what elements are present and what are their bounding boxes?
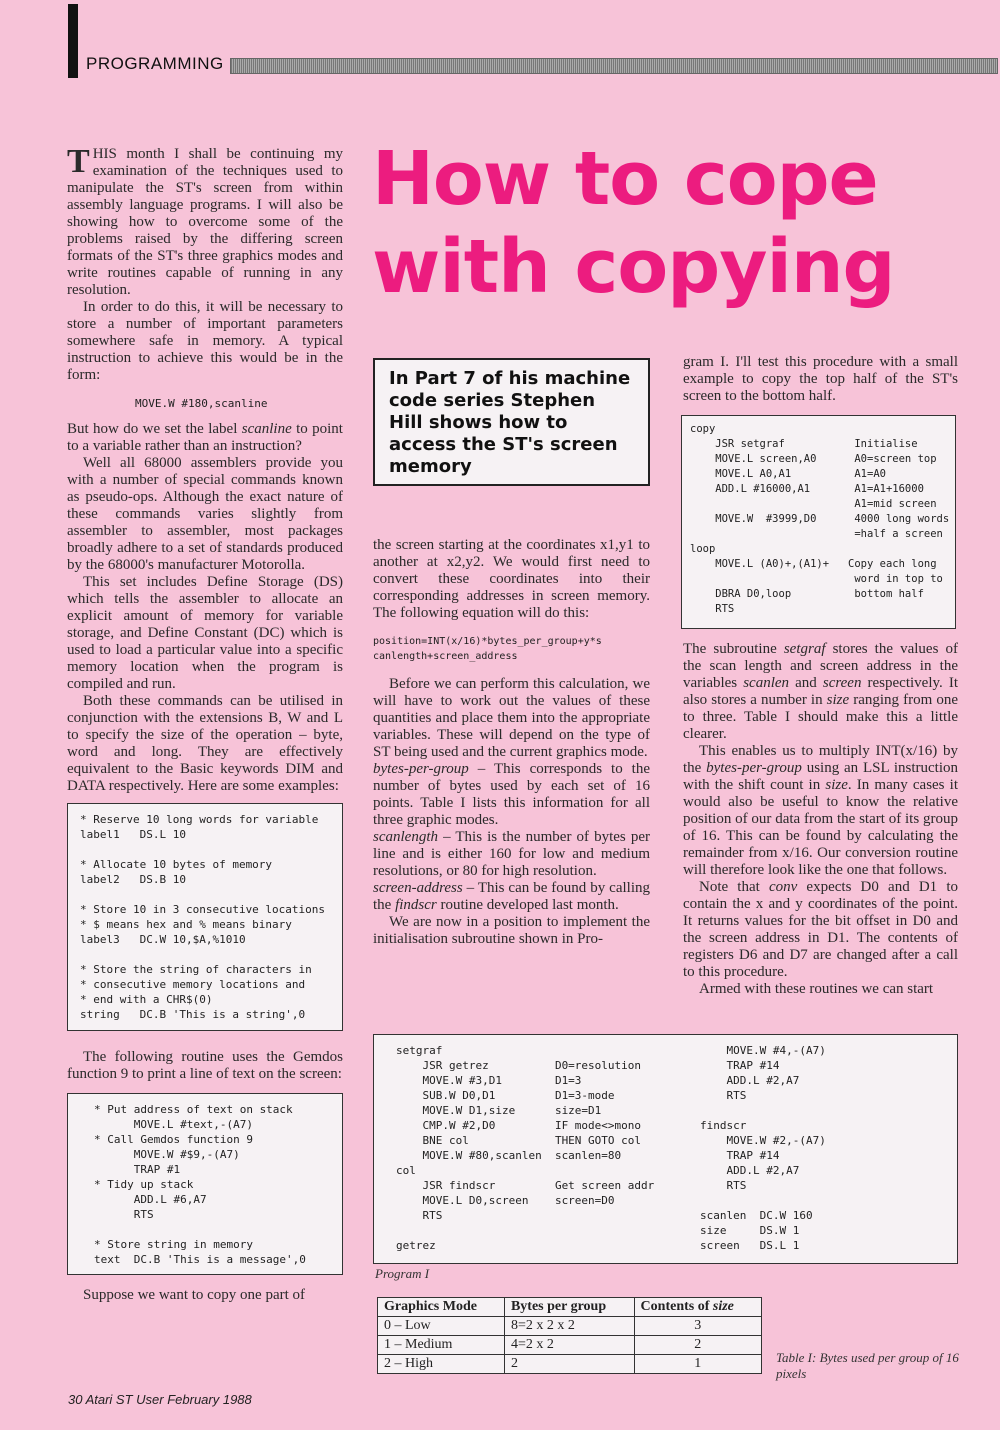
paragraph: The following routine uses the Gemdos function 9 to print a line of text on the screen:: [67, 1049, 343, 1082]
definition-bytes-per-group: bytes-per-group – This corresponds to the number of bytes used by each set of 16 points. Table I lists this information for all three graphic modes.: [373, 761, 650, 828]
table-cell: 1: [634, 1355, 761, 1374]
table-cell: 2: [634, 1336, 761, 1355]
definition-scanlength: scanlength – This is the number of bytes per line and is either 160 for low and medium resolutions, or 80 for high resolution.: [373, 829, 650, 879]
section-header: [68, 52, 998, 78]
table-1-caption: Table I: Bytes used per group of 16 pixels: [776, 1350, 959, 1381]
code-box-pseudo-ops: * Reserve 10 long words for variable label1 DS.L 10 * Allocate 10 bytes of memory label2 DS.B 10 * Store 10 in 3 consecutive locations * $ means hex and % means binary label3 DC.W 10,$A,%1010 * Store the string of characters in * consecutive memory locations and * end with a CHR$(0) string DC.B 'This is a string',0: [67, 803, 343, 1031]
page-footer: 30 Atari ST User February 1988: [68, 1392, 252, 1407]
table-1: [377, 1297, 762, 1374]
column-1: [67, 143, 343, 1304]
paragraph: Suppose we want to copy one part of: [83, 1287, 306, 1303]
table-cell: 0 – Low: [378, 1317, 505, 1336]
code-inline: MOVE.W #180,scanline: [135, 397, 268, 410]
definition-screen-address: screen-address – This can be found by calling the findscr routine developed last month.: [373, 880, 650, 913]
headline-line-2: with copying: [372, 224, 895, 310]
section-label: PROGRAMMING: [86, 54, 224, 73]
table-header-row: [378, 1298, 762, 1317]
headline: [372, 135, 972, 311]
paragraph: This set includes Define Storage (DS) which tells the assembler to allocate an explicit amount of memory for variable storage, and Define Constant (DC) which is used to load a particular value into a specific memory location when the program is compiled and run.: [67, 574, 343, 692]
paragraph: Before we can perform this calculation, we will have to work out the values of these quantities and place them into the appropriate variables. These will depend on the type of ST being used and the current graphics mode.: [373, 676, 650, 760]
code-equation: position=INT(x/16)*bytes_per_group+y*s canlength+screen_address: [373, 636, 602, 662]
code-box-copy: copy JSR setgraf Initialise MOVE.L screen,A0 A0=screen top MOVE.L A0,A1 A1=A0 ADD.L #16000,A1 A1=A1+16000 A1=mid screen MOVE.W #3999,D0 4000 long words =half a screen loop MOVE.L (A0)+,(A1)+ Copy each long word in top to DBRA D0,loop bottom half RTS: [681, 415, 956, 629]
paragraph: the screen starting at the coordinates x1,y1 to another at x2,y2. We would first need to convert these coordinates into their corresponding addresses in screen memory. The following equation will do this:: [373, 537, 650, 621]
column-3: [683, 354, 958, 998]
table-row: [378, 1355, 762, 1374]
paragraph: In order to do this, it will be necessary to store a number of important parameters somewhere safe in memory. A typical instruction to achieve this would be in the form:: [67, 299, 343, 383]
drop-cap: T: [67, 143, 90, 180]
code-box-gemdos: * Put address of text on stack MOVE.L #text,-(A7) * Call Gemdos function 9 MOVE.W #$9,-(A7) TRAP #1 * Tidy up stack ADD.L #6,A7 RTS * Store string in memory text DC.B 'This is a message',0: [67, 1093, 343, 1275]
table-cell: 3: [634, 1317, 761, 1336]
paragraph: But how do we set the label scanline to point to a variable rather than an instruction?: [67, 421, 343, 454]
table-cell: 2: [504, 1355, 634, 1374]
section-rule: [230, 58, 998, 74]
table-header: Bytes per group: [504, 1298, 634, 1317]
table-cell: 2 – High: [378, 1355, 505, 1374]
table-header: Graphics Mode: [378, 1298, 505, 1317]
paragraph: We are now in a position to implement the initialisation subroutine shown in Pro-: [373, 914, 650, 947]
paragraph: This enables us to multiply INT(x/16) by the bytes-per-group using an LSL instruction with the shift count in size. In many cases it would also be useful to know the relative position of our data from the start of its group of 16. This can be found by calculating the remainder from x/16. Our conversion routine will therefore look like the one that follows.: [683, 743, 959, 878]
section-marker: [68, 4, 78, 78]
paragraph: Both these commands can be utilised in conjunction with the extensions B, W and L to specify the size of the operation – byte, word and long. They are effectively equivalent to the Basic keywords DIM and DATA respectively. Here are some examples:: [67, 693, 343, 794]
table-cell: 4=2 x 2: [504, 1336, 634, 1355]
program-1-left: setgraf JSR getrez D0=resolution MOVE.W #3,D1 D1=3 SUB.W D0,D1 D1=3-mode MOVE.W D1,size size=D1 CMP.W #2,D0 IF mode<>mono BNE col THEN GOTO col MOVE.W #80,scanlen scanlen=80 col JSR findscr Get screen addr MOVE.L D0,screen screen=D0 RTS getrez: [396, 1044, 655, 1252]
paragraph: gram I. I'll test this procedure with a small example to copy the top half of the ST's screen to the bottom half.: [683, 354, 958, 404]
standfirst-box: In Part 7 of his machine code series Stephen Hill shows how to access the ST's screen memory: [373, 358, 650, 486]
paragraph: Note that conv expects D0 and D1 to contain the x and y coordinates of the point. It returns values for the bit offset in D0 and the screen address in D1. The contents of registers D6 and D7 are changed after a call to this procedure.: [683, 879, 958, 980]
paragraph: The subroutine setgraf stores the values of the scan length and screen address in the variables scanlen and screen respectively. It also stores a number in size ranging from one to three. Table I should make this a little clearer.: [683, 641, 959, 742]
paragraph: Armed with these routines we can start: [699, 981, 934, 997]
table-row: [378, 1336, 762, 1355]
headline-line-1: How to cope: [372, 136, 878, 222]
column-2: [373, 537, 650, 948]
table-cell: 1 – Medium: [378, 1336, 505, 1355]
program-1-box: [373, 1034, 958, 1264]
table-row: [378, 1317, 762, 1336]
program-1-right: MOVE.W #4,-(A7) TRAP #14 ADD.L #2,A7 RTS findscr MOVE.W #2,-(A7) TRAP #14 ADD.L #2,A7 RTS scanlen DC.W 160 size DS.W 1 screen DS.L 1: [700, 1044, 826, 1252]
table-header: Contents of size: [634, 1298, 761, 1317]
paragraph: THIS month I shall be continuing my examination of the techniques used to manipulate the ST's screen from within assembly language programs. I will also be showing how to overcome some of the problems raised by the differing screen formats of the ST's three graphics modes and write routines capable of running in any resolution.: [67, 143, 343, 298]
paragraph: Well all 68000 assemblers provide you with a number of special commands known as pseudo-ops. Although the exact nature of these commands varies slightly from assembler to assembler, most packages broadly adhere to a set of standards produced by the 68000's manufacturer Motorolla.: [67, 455, 343, 573]
table-cell: 8=2 x 2 x 2: [504, 1317, 634, 1336]
program-1-caption: Program I: [375, 1266, 430, 1281]
